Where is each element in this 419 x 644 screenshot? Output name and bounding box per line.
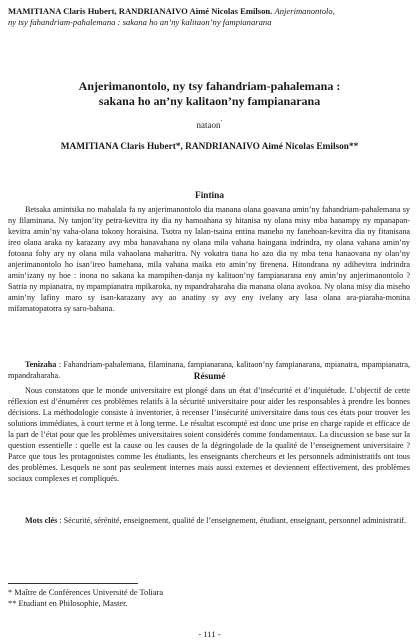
- footnote-2: ** Etudiant en Philosophie, Master.: [8, 599, 128, 608]
- fintina-keywords-label: Tenizaha: [25, 360, 57, 369]
- running-header-title-part1: Anjerimanontolo,: [274, 6, 335, 16]
- footnote-1: * Maître de Conférences Université de Toliara: [8, 588, 164, 597]
- resume-keywords-label: Mots clés: [25, 516, 58, 525]
- resume-keywords-text: : Sécurité, sérénité, enseignement, qualité de l’enseignement, étudiant, enseignant, personnel administratif.: [57, 516, 407, 525]
- fintina-keywords-text: : Fahandriam-pahalemana, filaminana, fampianarana, kalitaon’ny fampianarana, mpianatra, mpampianatra, mpandraharaha.: [8, 360, 410, 381]
- article-title: [20, 79, 399, 108]
- footnote-separator: [8, 583, 138, 584]
- running-header-title-part2: ny tsy fahandriam-pahalemana : sakana ho an’ny kalitaon’ny fampianarana: [8, 16, 272, 27]
- fintina-heading: Fintina: [195, 191, 224, 201]
- article-title-line2: sakana ho an’ny kalitaon’ny fampianarana: [98, 93, 321, 108]
- fintina-abstract: Betsaka amintsika no mahalala fa ny anjerimanontolo dia manana olana goavana amin’ny fahandriam-pahalemana sy ny filaminana. Ny tanjon’ity petra-kevitra ity dia ny hamoahana sy hitanisa ny olana misy mba hanampy ny mpanapan-kevitra amin’ny vaha-olana tokony horaisina. Tsotra ny lalan-tsaina entina maneho ny fanehoan-kevitra dia ny fitanisana ireo olana araka ny karazany avy mba hanavahana ny olana mila vahana haingana indrindra, ny olana vahana amin’ny fotoana fohy ary ny olana mila vahaolana maharitra. Ny vokatra tiana ho azo dia ny mba tena hanaovana ny olan’ny anjerimanontolo ho isan’ireo hamehana, mila vahana maika eto amin’ny firenena. Hitondrana ny adihevitra indrindra amin’izany ny hoe : inona no sakana ka mampihen-danja ny kalitaon’ny fampianarana eny amin’ny anjerimanontolo ? Satria ny mpianatra, ny mpampianatra mpikaroka, ny mpandraharaha dia manana olana avokoa. Ny olana misy dia miseho amin’ny lafiny maro sy isan-karazany avy ao anatiny sy avy eny ivelany ary lasa olana ara-piaraha-monina mifamatopatotra sy saro-bahana.: [8, 205, 410, 314]
- resume-keywords: [8, 515, 410, 526]
- byline-text: nataon: [196, 120, 221, 130]
- author-names: MAMITIANA Claris Hubert*, RANDRIANAIVO Aimé Nicolas Emilson**: [60, 142, 359, 152]
- resume-abstract: Nous constatons que le monde universitaire est plongé dans un état d’insécurité et d’inquiétude. L’objectif de cette réflexion est d’énumérer ces problèmes relatifs à la sécurité universitaire pour aider les responsables à prendre les bonnes décisions. La méthodologie consiste à inventorier, à recenser l’insécurité universitaire dans tous ces états pour trouver les solutions immédiates, à court terme et à long terme. Le résultat escompté est donc une prise en charge rapide et efficace de la part de l’état pour que les problèmes universitaires soient considérés comme fondamentaux. La discussion se base sur la question essentielle : quelle est la cause ou les causes de la dégringolade de la qualité de l’enseignement universitaire ? Parce que tous les protagonistes comme les étudiants, les enseignants chercheurs et les personnels administratifs ont tous des problèmes. Lesquels ne sont pas seulement internes mais aussi externes et deviennent effectivement, des problèmes sociaux complexes et compliqués.: [8, 386, 410, 484]
- running-header: [8, 6, 408, 27]
- footnotes: [8, 587, 308, 609]
- resume-heading: Résumé: [193, 372, 226, 382]
- page-number: - 111 -: [198, 629, 221, 639]
- article-title-line1: Anjerimanontolo, ny tsy fahandriam-pahalemana :: [78, 79, 341, 93]
- running-header-authors: MAMITIANA Claris Hubert, RANDRIANAIVO Aimé Nicolas Emilson.: [8, 6, 273, 16]
- byline: [20, 120, 399, 130]
- byline-mark: ’: [220, 120, 223, 126]
